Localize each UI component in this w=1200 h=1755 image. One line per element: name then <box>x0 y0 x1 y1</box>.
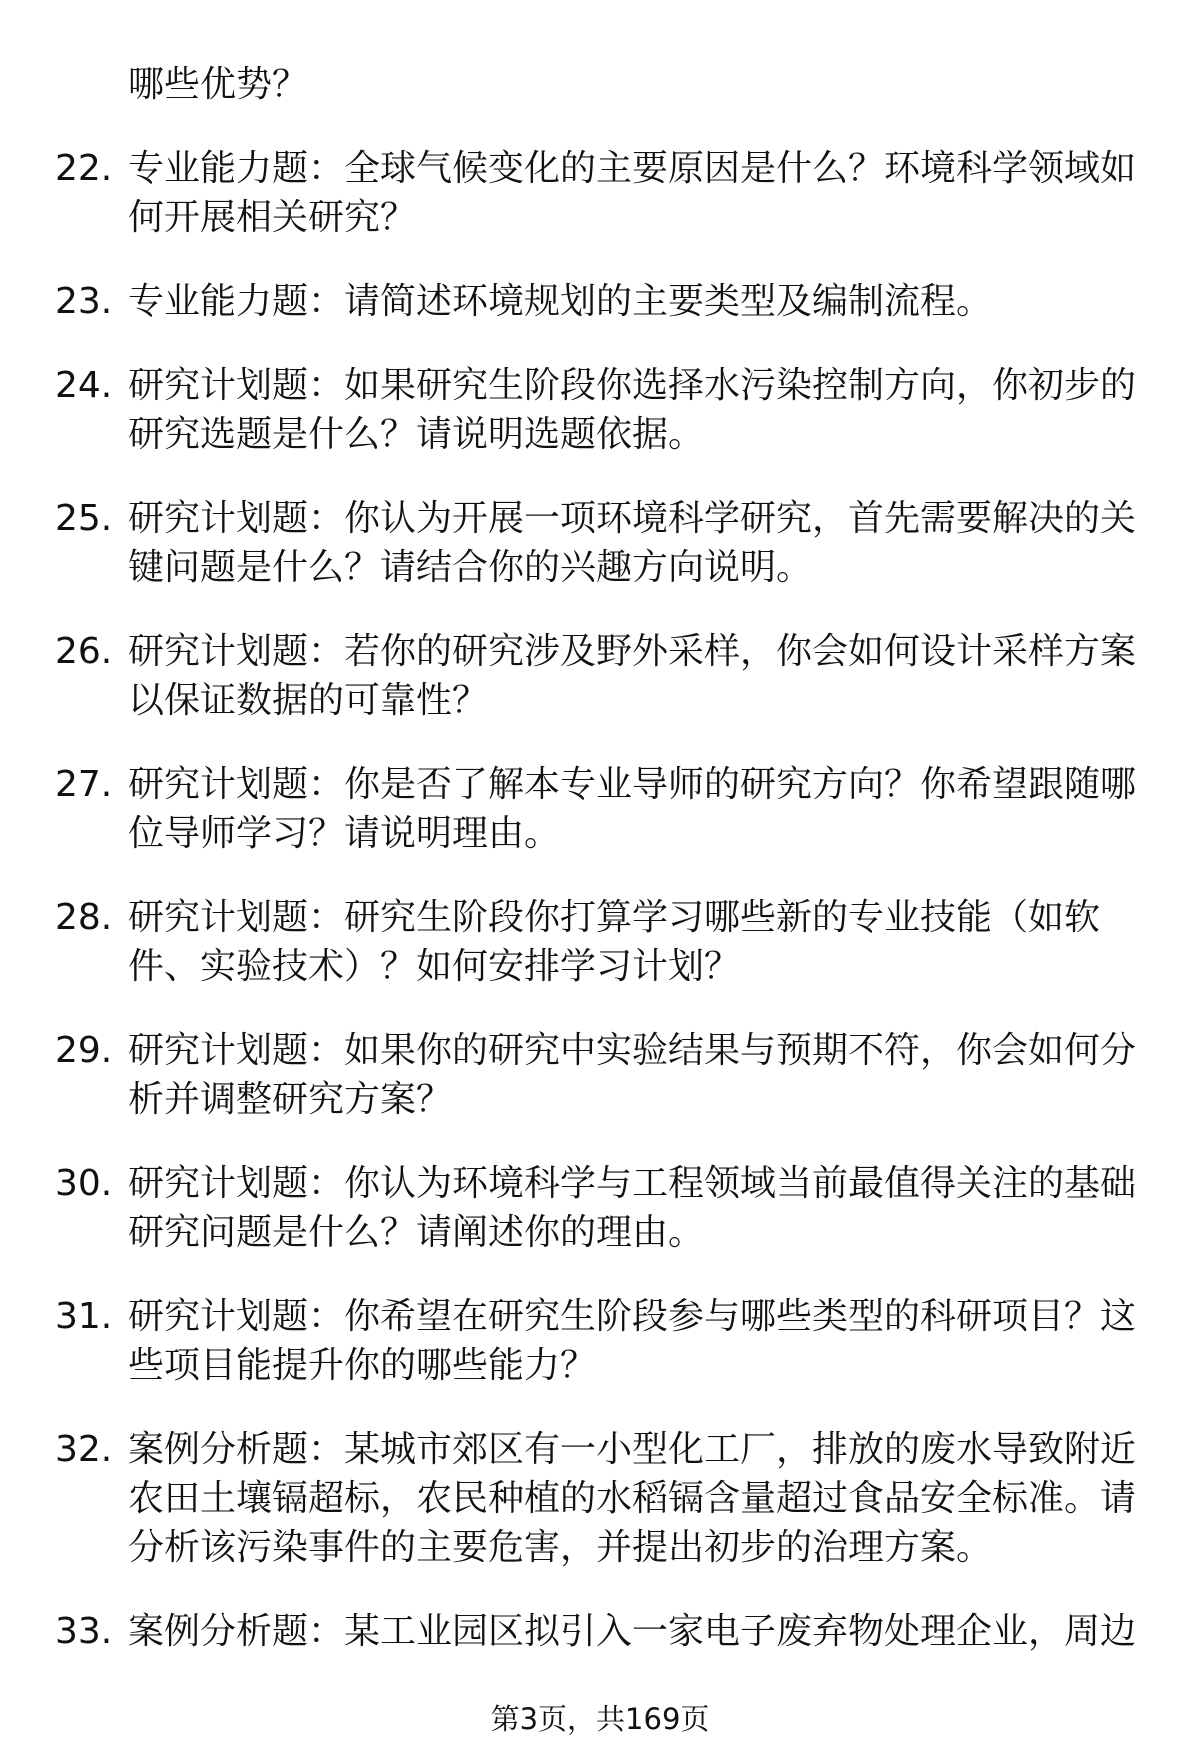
question-number: 31. <box>55 1296 113 1337</box>
question-line: 分析该污染事件的主要危害，并提出初步的治理方案。 <box>128 1527 993 1568</box>
question-line: 案例分析题：某工业园区拟引入一家电子废弃物处理企业，周边 <box>128 1611 1137 1652</box>
question-line: 位导师学习？请说明理由。 <box>128 813 561 854</box>
question-line: 析并调整研究方案？ <box>128 1079 453 1120</box>
question-line: 哪些优势？ <box>128 64 309 105</box>
question-22 <box>0 144 1200 242</box>
question-26 <box>0 627 1200 725</box>
question-24 <box>0 361 1200 459</box>
question-continuation <box>0 60 1200 109</box>
question-line: 研究计划题：若你的研究涉及野外采样，你会如何设计采样方案 <box>128 631 1137 672</box>
question-line: 以保证数据的可靠性？ <box>128 680 489 721</box>
question-23 <box>0 277 1200 326</box>
question-32 <box>0 1425 1200 1572</box>
question-line: 专业能力题：全球气候变化的主要原因是什么？环境科学领域如 <box>128 148 1137 189</box>
question-number: 30. <box>55 1163 113 1204</box>
question-line: 研究选题是什么？请说明选题依据。 <box>128 414 705 455</box>
question-line: 研究计划题：如果研究生阶段你选择水污染控制方向，你初步的 <box>128 365 1137 406</box>
question-line: 些项目能提升你的哪些能力？ <box>128 1345 597 1386</box>
question-line: 研究计划题：研究生阶段你打算学习哪些新的专业技能（如软 <box>128 897 1101 938</box>
question-number: 28. <box>55 897 113 938</box>
question-number: 25. <box>55 498 113 539</box>
question-33 <box>0 1607 1200 1656</box>
question-27 <box>0 760 1200 858</box>
question-line: 键问题是什么？请结合你的兴趣方向说明。 <box>128 547 813 588</box>
question-number: 29. <box>55 1030 113 1071</box>
question-number: 27. <box>55 764 113 805</box>
question-number: 26. <box>55 631 113 672</box>
question-line: 件、实验技术）？如何安排学习计划？ <box>128 946 741 987</box>
question-29 <box>0 1026 1200 1124</box>
question-line: 研究计划题：如果你的研究中实验结果与预期不符，你会如何分 <box>128 1030 1137 1071</box>
question-number: 23. <box>55 281 113 322</box>
question-number: 24. <box>55 365 113 406</box>
question-line: 研究问题是什么？请阐述你的理由。 <box>128 1212 705 1253</box>
question-line: 何开展相关研究？ <box>128 197 417 238</box>
question-25 <box>0 494 1200 592</box>
question-line: 研究计划题：你是否了解本专业导师的研究方向？你希望跟随哪 <box>128 764 1137 805</box>
question-30 <box>0 1159 1200 1257</box>
question-line: 专业能力题：请简述环境规划的主要类型及编制流程。 <box>128 281 993 322</box>
question-31 <box>0 1292 1200 1390</box>
question-line: 研究计划题：你希望在研究生阶段参与哪些类型的科研项目？这 <box>128 1296 1137 1337</box>
question-number: 22. <box>55 148 113 189</box>
page-number-footer: 第3页，共169页 <box>490 1702 710 1736</box>
question-28 <box>0 893 1200 991</box>
question-line: 案例分析题：某城市郊区有一小型化工厂，排放的废水导致附近 <box>128 1429 1137 1470</box>
question-line: 农田土壤镉超标，农民种植的水稻镉含量超过食品安全标准。请 <box>128 1478 1137 1519</box>
question-line: 研究计划题：你认为环境科学与工程领域当前最值得关注的基础 <box>128 1163 1137 1204</box>
question-number: 33. <box>55 1611 113 1652</box>
question-line: 研究计划题：你认为开展一项环境科学研究，首先需要解决的关 <box>128 498 1137 539</box>
question-number: 32. <box>55 1429 113 1470</box>
